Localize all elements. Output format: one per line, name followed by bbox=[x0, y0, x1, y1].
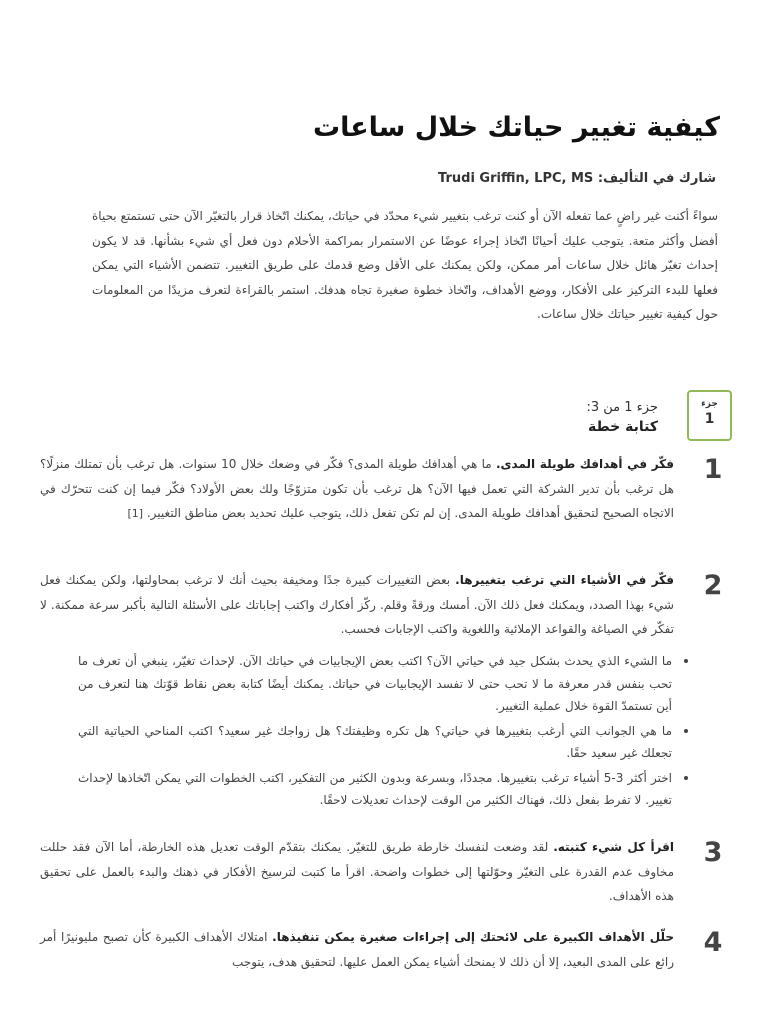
step-text bbox=[40, 925, 674, 974]
step-text bbox=[40, 835, 674, 909]
list-item: اختر أكثر 3-5 أشياء ترغب بتغييرها. مجددًا، وبسرعة وبدون الكثير من التفكير، اكتب الخطوات التي يمكن اتّخاذها لإحداث تغيير. لا تفرط بفعل ذلك، فهناك الكثير من الوقت لإحداث تعديلات لاحقًا. bbox=[78, 767, 690, 812]
list-item: ما هي الجوانب التي أرغب بتغييرها في حياتي؟ هل تكره وظيفتك؟ هل زواجك غير سعيد؟ اكتب المناحي الحياتية التي تجعلك غير سعيد حقًا. bbox=[78, 720, 690, 765]
step-2 bbox=[38, 568, 728, 642]
step-heading: حلّل الأهداف الكبيرة على لائحتك إلى إجراءات صغيرة يمكن تنفيذها. bbox=[272, 930, 675, 944]
part-title: كتابة خطة bbox=[588, 419, 658, 435]
page-title: كيفية تغيير حياتك خلال ساعات bbox=[312, 112, 720, 143]
step-body: ما هي أهدافك طويلة المدى؟ فكّر في وضعك خلال 10 سنوات. هل ترغب بأن تمتلك منزلًا؟ هل ترغب بأن تدير الشركة التي تعمل فيها الآن؟ هل ترغب بأن تكون متزوّجًا ولك بعض الأولاد؟ فكّر فيما إن كنت تتحرّك في الاتجاه الصحيح لتحقيق أهدافك طويلة المدى. إن لم تكن تفعل ذلك، يتوجب عليك تحديد بعض مناطق التغيير. bbox=[40, 457, 674, 520]
list-item: ما الشيء الذي يحدث بشكل جيد في حياتي الآن؟ اكتب بعض الإيجابيات في حياتك الآن. لإحداث تغيّر، ينبغي أن تعرف ما تحب بنفس قدر معرفة ما لا تحب حتى لا تفسد الإيجابيات في حياتك. يمكنك أيضًا كتابة بعض نقاط قوّتك هنا لتعرف من أين تستمدّ القوة خلال عملية التغيير. bbox=[78, 650, 690, 718]
step-text bbox=[40, 452, 674, 527]
step-heading: اقرأ كل شيء كتبته. bbox=[553, 840, 674, 854]
reference-link[interactable]: [1] bbox=[127, 507, 144, 520]
step-heading: فكّر في الأشياء التي ترغب بتغييرها. bbox=[455, 573, 674, 587]
part-badge bbox=[687, 390, 732, 441]
part-badge-label: جزء bbox=[701, 399, 718, 409]
step-body: لقد وضعت لنفسك خارطة طريق للتغيّر. يمكنك بتقدّم الوقت تعديل هذه الخارطة، أما الآن فقد حللت مخاوف عدم القدرة على التغيّر وحوّلتها إلى خطوات واضحة. اقرأ ما كتبت لترسيخ الأفكار في ذهنك والبدء بالعمل على تحقيق هذه الأهداف. bbox=[40, 840, 674, 903]
author-credit[interactable]: شارك في التأليف: Trudi Griffin, LPC, MS bbox=[438, 171, 716, 186]
step-1 bbox=[38, 452, 728, 527]
step-body: امتلاك الأهداف الكبيرة كأن تصبح مليونيرًا أمر رائع على المدى البعيد، إلا أن ذلك لا يمنحك أشياء يمكن العمل عليها. لتحقيق هدف، يتوجب bbox=[40, 930, 674, 969]
step-heading: فكّر في أهدافك طويلة المدى. bbox=[496, 457, 675, 471]
part-badge-number: 1 bbox=[704, 411, 715, 427]
step-body: بعض التغييرات كبيرة جدًا ومخيفة بحيث أنك لا ترغب بمحاولتها، ولكن يمكنك فعل شيء بهذا الصدد، ويمكنك فعل ذلك الآن. أمسك ورقةً وقلم. ركّز أفكارك واكتب إجاباتك على الأسئلة التالية بأكبر سرعة ممكنة. لا تفكّر في الصياغة والقواعد الإملائية واللغوية واكتب الإجابات فحسب. bbox=[40, 573, 674, 636]
intro-paragraph: سواءً أكنت غير راضٍ عما تفعله الآن أو كنت ترغب بتغيير شيء محدّد في حياتك، يمكنك اتّخاذ قرار بالتغيّر الآن حتى تستمتع بحياة أفضل وأكثر متعة. يتوجب عليك أحيانًا اتّخاذ إجراء عوضًا عن الاستمرار بمراكمة الأحلام دون فعل أي شيء بشأنها. قد لا يكون إحداث تغيّر هائل خلال ساعات أمر ممكن، ولكن يمكنك على الأقل وضع قدمك على طريق التغيير. تتضمن الأشياء التي يمكن فعلها للبدء التركيز على الأفكار، ووضع الأهداف، واتّخاذ خطوة صغيرة تجاه هدفك. استمر بالقراءة لتعرف مزيدًا من المعلومات حول كيفية تغيير حياتك خلال ساعات. bbox=[92, 209, 718, 321]
step-number: 4 bbox=[703, 927, 723, 958]
bullet-list bbox=[78, 650, 690, 814]
step-number: 3 bbox=[703, 837, 723, 868]
part-header bbox=[358, 400, 658, 435]
step-3 bbox=[38, 835, 728, 909]
step-number: 1 bbox=[703, 454, 723, 485]
step-number: 2 bbox=[703, 570, 723, 601]
part-of-text: جزء 1 من 3: bbox=[586, 400, 658, 415]
step-text bbox=[40, 568, 674, 642]
step-4 bbox=[38, 925, 728, 974]
